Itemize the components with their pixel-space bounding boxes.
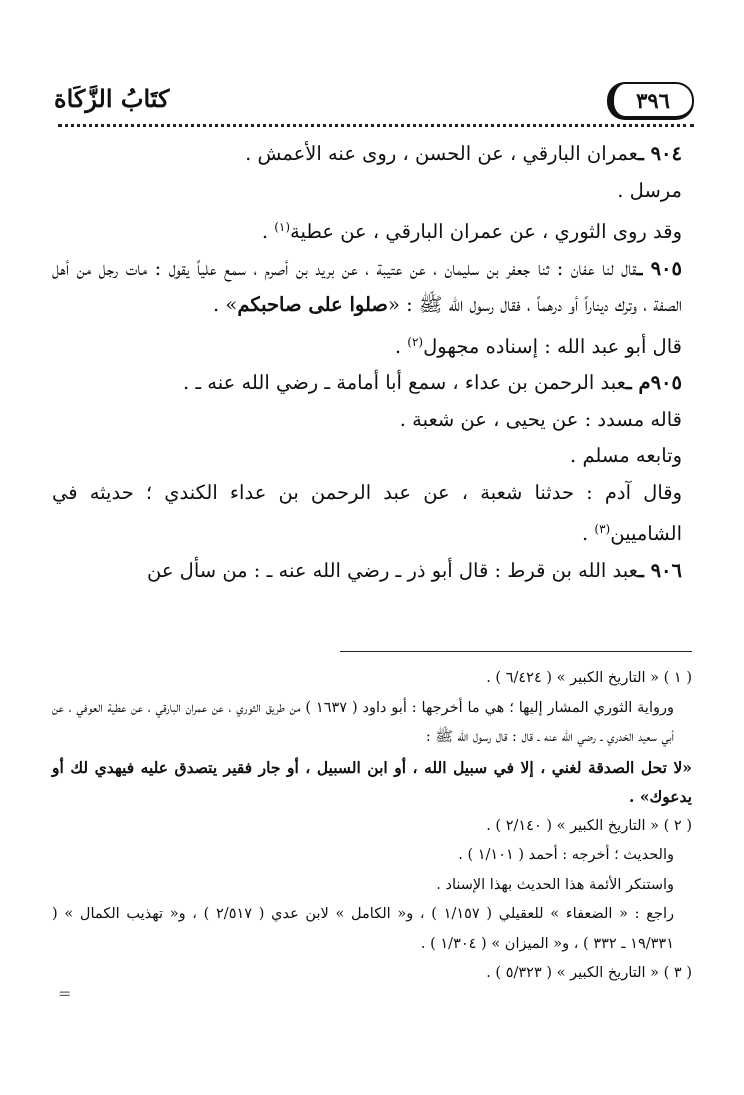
book-title: كتَابُ الزَّكَاة (54, 84, 170, 113)
entry-number: ٩٠٦ ـ (638, 558, 682, 582)
entry-number: ٩٠٤ ـ (638, 142, 682, 165)
footnote-ref: (١) (274, 220, 291, 234)
hadith-quote: صلوا على صاحبكم (237, 293, 388, 316)
footnote-3: ( ٣ ) « التاريخ الكبير » ( ٥/٣٢٣ ) . (486, 965, 692, 981)
paragraph-text: قال أبو عبد الله : إسناده مجهول (423, 334, 682, 358)
entry-number: ٩٠٥م ـ (626, 371, 682, 394)
footnote-1-text: ورواية الثوري المشار إليها ؛ هي ما أخرجها : أبو داود ( ١٦٣٧ ) من طريق الثوري ، عن عمران البارقي ، عن عطية العوفي ، عن أبي سعيد الخدري ـ رضي الله عنه ـ قال : قال رسول الله ﷺ : (52, 699, 674, 745)
paragraph-muslim: وتابعه مسلم . (570, 444, 682, 467)
paragraph-musaddad: قاله مسدد : عن يحيى ، عن شعبة . (399, 407, 682, 431)
page-number-frame (607, 82, 694, 120)
paragraph-end: . (261, 220, 275, 243)
footnote-2-text: والحديث ؛ أخرجه : أحمد ( ١/١٠١ ) . (458, 847, 674, 863)
header-divider (58, 124, 694, 127)
footnotes (52, 664, 692, 989)
entry-number: ٩٠٥ ـ (636, 256, 682, 280)
entry-text: عمران البارقي ، عن الحسن ، روى عنه الأعمش . (245, 142, 639, 165)
footnote-ref: (٢) (407, 334, 424, 349)
page-number: ٣٩٦ (636, 87, 670, 113)
paragraph-text: وقد روى الثوري ، عن عمران البارقي ، عن عطية (290, 220, 682, 243)
main-text (52, 136, 692, 589)
entry-905m (52, 365, 692, 402)
paragraph-adam (52, 475, 692, 553)
entry-905 (52, 251, 692, 324)
entry-906 (52, 553, 692, 590)
entry-text: عبد الله بن قرط : قال أبو ذر ـ رضي الله عنه ـ : من سأل عن (147, 558, 639, 582)
footnote-1-hadith: «لا تحل الصدقة لغني ، إلا في سبيل الله ، أو ابن السبيل ، أو جار فقير يتصدق عليه فيهدي لك أو يدعوك» . (52, 757, 692, 806)
paragraph-thawri (52, 209, 692, 251)
page-header (40, 78, 704, 124)
continuation-mark: = (58, 984, 72, 1003)
footnote-2-note: واستنكر الأئمة هذا الحديث بهذا الإسناد . (436, 876, 674, 893)
entry-text: عبد الرحمن بن عداء ، سمع أبا أمامة ـ رضي الله عنه ـ . (183, 371, 626, 394)
paragraph-mursal: مرسل . (617, 178, 682, 202)
paragraph-end: . (394, 334, 408, 358)
paragraph-text: وقال آدم : حدثنا شعبة ، عن عبد الرحمن بن عداء الكندي ؛ حديثه في الشاميين (52, 480, 682, 545)
entry-904 (52, 136, 692, 173)
paragraph-end: . (582, 522, 595, 545)
paragraph-isnad (52, 324, 692, 366)
footnote-ref: (٣) (594, 522, 611, 536)
footnote-divider (340, 651, 692, 652)
footnote-2: ( ٢ ) « التاريخ الكبير » ( ٢/١٤٠ ) . (486, 817, 692, 834)
footnote-2-refs: راجع : « الضعفاء » للعقيلي ( ١/١٥٧ ) ، و« الكامل » لابن عدي ( ٢/٥١٧ ) ، و« تهذيب الكمال » ( ١٩/٣٣١ ـ ٣٣٢ ) ، و« الميزان » ( ١/٣٠٤ ) . (52, 906, 674, 952)
footnote-1: ( ١ ) « التاريخ الكبير » ( ٦/٤٢٤ ) . (486, 670, 692, 686)
entry-text: قال لنا عفان : ثنا جعفر بن سليمان ، عن عتيبة ، عن بريد بن أصرم ، سمع علياً يقول : مات رجل من أهل الصفة ، وترك ديناراً أو درهماً ، فقال رسول الله ﷺ : « (52, 256, 682, 316)
entry-end: » . (213, 293, 238, 316)
